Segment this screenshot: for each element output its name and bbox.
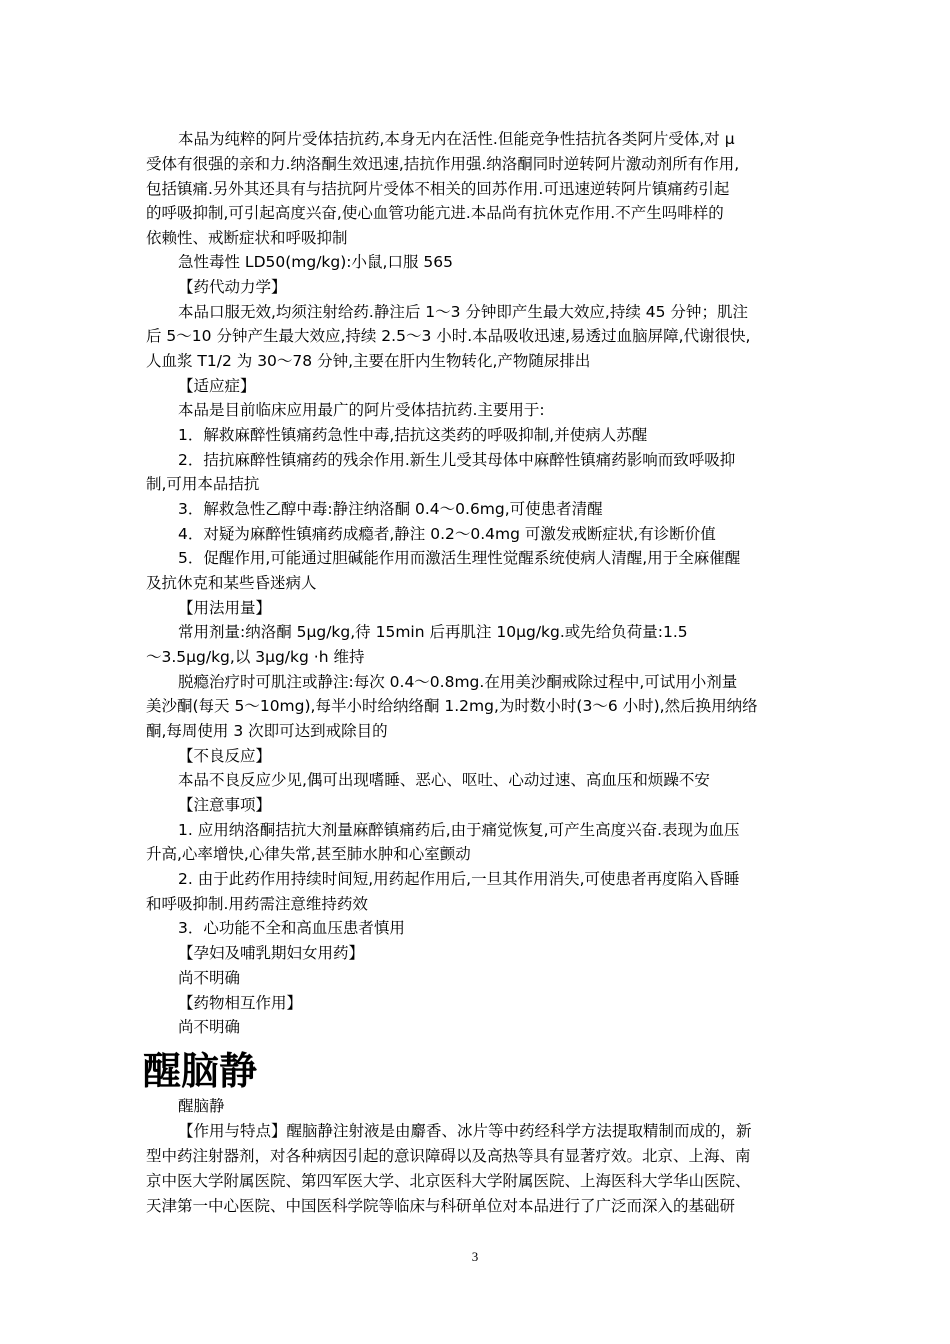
text-line: 醒脑静: [178, 1097, 225, 1115]
text-line: 本品口服无效,均须注射给药.静注后 1～3 分钟即产生最大效应,持续 45 分钟；肌注: [178, 303, 748, 321]
text-line: 3．解救急性乙醇中毒:静注纳洛酮 0.4～0.6mg,可使患者清醒: [178, 500, 603, 518]
text-line: 本品不良反应少见,偶可出现嗜睡、恶心、呕吐、心动过速、高血压和烦躁不安: [178, 771, 710, 789]
text-line: 升高,心率增快,心律失常,甚至肺水肿和心室颤动: [146, 845, 471, 863]
text-line: 及抗休克和某些昏迷病人: [146, 574, 317, 592]
text-line: 常用剂量:纳洛酮 5μg/kg,待 15min 后再肌注 10μg/kg.或先给负荷量:1.5: [178, 623, 688, 641]
text-line: 酮,每周使用 3 次即可达到戒除目的: [146, 722, 388, 740]
text-line: 本品为纯粹的阿片受体拮抗药,本身无内在活性.但能竞争性拮抗各类阿片受体,对 μ: [178, 130, 735, 148]
text-line: 4．对疑为麻醉性镇痛药成瘾者,静注 0.2～0.4mg 可激发戒断症状,有诊断价值: [178, 525, 716, 543]
text-line: 1．解救麻醉性镇痛药急性中毒,拮抗这类药的呼吸抑制,并使病人苏醒: [178, 426, 648, 444]
text-line: 的呼吸抑制,可引起高度兴奋,使心血管功能亢进.本品尚有抗休克作用.不产生吗啡样的: [146, 204, 724, 222]
text-line: 京中医大学附属医院、第四军医大学、北京医科大学附属医院、上海医科大学华山医院、: [146, 1172, 751, 1190]
text-line: 美沙酮(每天 5～10mg),每半小时给纳络酮 1.2mg,为时数小时(3～6 小时),然后换用纳络: [146, 697, 758, 715]
text-line: 1. 应用纳洛酮拮抗大剂量麻醉镇痛药后,由于痛觉恢复,可产生高度兴奋.表现为血压: [178, 821, 740, 839]
text-line: 5．促醒作用,可能通过胆碱能作用而激活生理性觉醒系统使病人清醒,用于全麻催醒: [178, 549, 741, 567]
text-line: 【不良反应】: [178, 747, 272, 765]
text-line: 脱瘾治疗时可肌注或静注:每次 0.4～0.8mg.在用美沙酮戒除过程中,可试用小剂量: [178, 673, 738, 691]
text-line: 【药代动力学】: [178, 278, 287, 296]
text-line: 【药物相互作用】: [178, 994, 303, 1012]
text-line: 【作用与特点】醒脑静注射液是由麝香、冰片等中药经科学方法提取精制而成的，新: [178, 1122, 752, 1140]
text-line: 【用法用量】: [178, 599, 272, 617]
text-line: 【注意事项】: [178, 796, 272, 814]
text-line: 依赖性、戒断症状和呼吸抑制: [146, 229, 348, 247]
section-heading: 醒脑静: [143, 1049, 258, 1093]
text-line: 包括镇痛.另外其还具有与拮抗阿片受体不相关的回苏作用.可迅速逆转阿片镇痛药引起: [146, 180, 730, 198]
page-number: 3: [471, 1249, 479, 1264]
text-line: 3．心功能不全和高血压患者慎用: [178, 919, 405, 937]
text-line: 【适应症】: [178, 377, 256, 395]
text-line: 尚不明确: [178, 1018, 241, 1036]
text-line: 制,可用本品拮抗: [146, 475, 260, 493]
text-line: 本品是目前临床应用最广的阿片受体拮抗药.主要用于:: [178, 401, 545, 419]
text-line: 急性毒性 LD50(mg/kg):小鼠,口服 565: [178, 253, 453, 271]
text-line: 型中药注射器剂，对各种病因引起的意识障碍以及高热等具有显著疗效。北京、上海、南: [146, 1147, 751, 1165]
text-line: 2. 由于此药作用持续时间短,用药起作用后,一旦其作用消失,可使患者再度陷入昏睡: [178, 870, 740, 888]
text-line: 受体有很强的亲和力.纳洛酮生效迅速,拮抗作用强.纳洛酮同时逆转阿片激动剂所有作用,: [146, 155, 740, 173]
text-line: 尚不明确: [178, 969, 241, 987]
text-line: ～3.5μg/kg,以 3μg/kg ·h 维持: [146, 648, 365, 666]
text-line: 2．拮抗麻醉性镇痛药的残余作用.新生儿受其母体中麻醉性镇痛药影响而致呼吸抑: [178, 451, 736, 469]
text-line: 天津第一中心医院、中国医科学院等临床与科研单位对本品进行了广泛而深入的基础研: [146, 1197, 736, 1215]
text-line: 人血浆 T1/2 为 30～78 分钟,主要在肝内生物转化,产物随尿排出: [146, 352, 591, 370]
text-line: 和呼吸抑制.用药需注意维持药效: [146, 895, 368, 913]
text-line: 后 5～10 分钟产生最大效应,持续 2.5～3 小时.本品吸收迅速,易透过血脑屏障,代谢很快,: [146, 327, 751, 345]
text-line: 【孕妇及哺乳期妇女用药】: [178, 944, 365, 962]
